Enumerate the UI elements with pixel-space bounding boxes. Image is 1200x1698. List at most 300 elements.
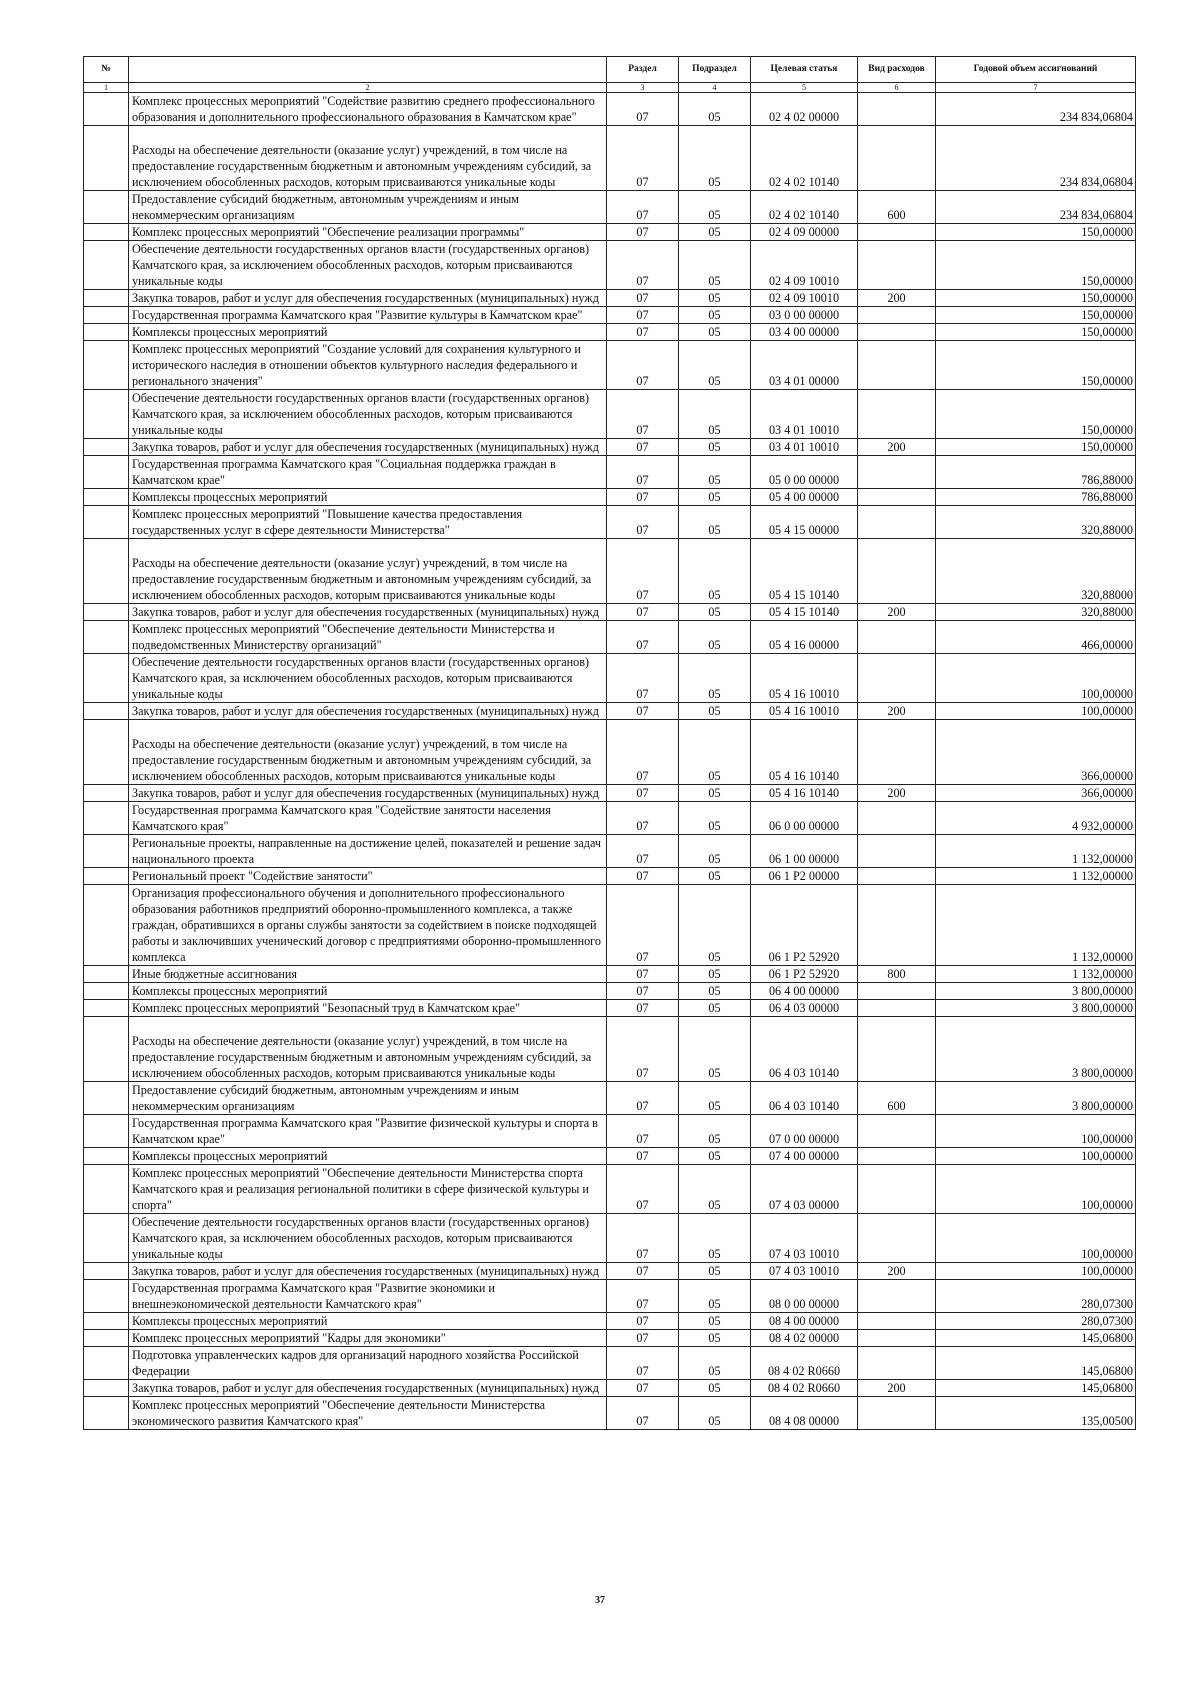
row-amount-cell: 100,00000 xyxy=(936,703,1136,720)
row-name-cell: Комплекс процессных мероприятий "Содействие развитию среднего профессионального образования и дополнительного профессионального образования в Камчатском крае" xyxy=(129,93,607,126)
row-target-article-cell: 07 4 00 00000 xyxy=(751,1148,858,1165)
row-subsection-cell: 05 xyxy=(679,966,751,983)
row-amount-cell: 3 800,00000 xyxy=(936,983,1136,1000)
row-subsection-cell: 05 xyxy=(679,1280,751,1313)
row-subsection-cell: 05 xyxy=(679,604,751,621)
row-name-cell: Государственная программа Камчатского края "Развитие экономики и внешнеэкономической деятельности Камчатского края" xyxy=(129,1280,607,1313)
row-number-cell xyxy=(84,1280,129,1313)
table-row xyxy=(84,720,1136,785)
row-target-article-cell: 06 1 P2 52920 xyxy=(751,885,858,966)
row-expense-kind-cell xyxy=(858,621,936,654)
row-name-cell: Расходы на обеспечение деятельности (оказание услуг) учреждений, в том числе на предоставление государственным бюджетным и автономным учреждениям субсидий, за исключением обособленных расходов, которым присваиваются уникальные коды xyxy=(129,539,607,604)
row-amount-cell: 466,00000 xyxy=(936,621,1136,654)
row-section-cell: 07 xyxy=(607,241,679,290)
table-row xyxy=(84,885,1136,966)
row-section-cell: 07 xyxy=(607,703,679,720)
row-subsection-cell: 05 xyxy=(679,720,751,785)
row-section-cell: 07 xyxy=(607,604,679,621)
row-section-cell: 07 xyxy=(607,390,679,439)
row-target-article-cell: 03 4 01 10010 xyxy=(751,439,858,456)
table-row xyxy=(84,191,1136,224)
row-target-article-cell: 03 4 00 00000 xyxy=(751,324,858,341)
row-name-cell: Комплекс процессных мероприятий "Создание условий для сохранения культурного и исторического наследия в отношении объектов культурного наследия федерального и регионального значения" xyxy=(129,341,607,390)
row-section-cell: 07 xyxy=(607,885,679,966)
row-expense-kind-cell xyxy=(858,802,936,835)
row-amount-cell: 1 132,00000 xyxy=(936,966,1136,983)
row-name-cell: Иные бюджетные ассигнования xyxy=(129,966,607,983)
row-section-cell: 07 xyxy=(607,868,679,885)
row-number-cell xyxy=(84,1082,129,1115)
row-subsection-cell: 05 xyxy=(679,341,751,390)
row-expense-kind-cell: 600 xyxy=(858,1082,936,1115)
row-amount-cell: 320,88000 xyxy=(936,506,1136,539)
header-name xyxy=(129,57,607,83)
row-amount-cell: 150,00000 xyxy=(936,390,1136,439)
row-subsection-cell: 05 xyxy=(679,1115,751,1148)
row-subsection-cell: 05 xyxy=(679,456,751,489)
row-amount-cell: 100,00000 xyxy=(936,1115,1136,1148)
row-name-cell: Организация профессионального обучения и дополнительного профессионального образования работников предприятий оборонно-промышленного комплекса, а также граждан, обратившихся в органы службы занятости за содействием в поиске подходящей работы и заключивших ученический договор с предприятиями оборонно-промышленного комплекса xyxy=(129,885,607,966)
row-subsection-cell: 05 xyxy=(679,1397,751,1430)
row-expense-kind-cell: 200 xyxy=(858,439,936,456)
row-number-cell xyxy=(84,802,129,835)
row-name-cell: Обеспечение деятельности государственных органов власти (государственных органов) Камчатского края, за исключением обособленных расходов, которым присваиваются уникальные коды xyxy=(129,241,607,290)
row-amount-cell: 135,00500 xyxy=(936,1397,1136,1430)
row-name-cell: Предоставление субсидий бюджетным, автономным учреждениям и иным некоммерческим организациям xyxy=(129,1082,607,1115)
table-row xyxy=(84,621,1136,654)
row-name-cell: Комплекс процессных мероприятий "Обеспечение деятельности Министерства экономического развития Камчатского края" xyxy=(129,1397,607,1430)
row-subsection-cell: 05 xyxy=(679,1082,751,1115)
table-row xyxy=(84,126,1136,191)
header-expense-kind: Вид расходов xyxy=(858,57,936,83)
row-amount-cell: 150,00000 xyxy=(936,307,1136,324)
row-name-cell: Расходы на обеспечение деятельности (оказание услуг) учреждений, в том числе на предоставление государственным бюджетным и автономным учреждениям субсидий, за исключением обособленных расходов, которым присваиваются уникальные коды xyxy=(129,126,607,191)
row-expense-kind-cell xyxy=(858,1165,936,1214)
row-expense-kind-cell xyxy=(858,1148,936,1165)
table-row xyxy=(84,241,1136,290)
table-row xyxy=(84,983,1136,1000)
column-number: 1 xyxy=(84,83,129,93)
row-expense-kind-cell xyxy=(858,1397,936,1430)
table-row xyxy=(84,835,1136,868)
row-section-cell: 07 xyxy=(607,439,679,456)
row-name-cell: Комплекс процессных мероприятий "Кадры для экономики" xyxy=(129,1330,607,1347)
row-number-cell xyxy=(84,1397,129,1430)
row-name-cell: Комплекс процессных мероприятий "Обеспечение деятельности Министерства спорта Камчатского края и реализация региональной политики в сфере физической культуры и спорта" xyxy=(129,1165,607,1214)
row-section-cell: 07 xyxy=(607,1263,679,1280)
row-target-article-cell: 08 4 00 00000 xyxy=(751,1313,858,1330)
row-amount-cell: 145,06800 xyxy=(936,1330,1136,1347)
row-section-cell: 07 xyxy=(607,324,679,341)
row-number-cell xyxy=(84,868,129,885)
table-row xyxy=(84,1214,1136,1263)
row-name-cell: Комплекс процессных мероприятий "Обеспечение деятельности Министерства и подведомственных Министерству организаций" xyxy=(129,621,607,654)
row-amount-cell: 280,07300 xyxy=(936,1280,1136,1313)
row-expense-kind-cell xyxy=(858,489,936,506)
row-section-cell: 07 xyxy=(607,1330,679,1347)
row-target-article-cell: 06 4 03 00000 xyxy=(751,1000,858,1017)
table-row xyxy=(84,307,1136,324)
page-number: 37 xyxy=(595,1595,605,1606)
row-number-cell xyxy=(84,720,129,785)
row-expense-kind-cell xyxy=(858,835,936,868)
row-amount-cell: 786,88000 xyxy=(936,489,1136,506)
row-name-cell: Комплекс процессных мероприятий "Обеспечение реализации программы" xyxy=(129,224,607,241)
row-section-cell: 07 xyxy=(607,224,679,241)
row-name-cell: Государственная программа Камчатского края "Развитие физической культуры и спорта в Камчатском крае" xyxy=(129,1115,607,1148)
row-target-article-cell: 05 4 00 00000 xyxy=(751,489,858,506)
row-expense-kind-cell xyxy=(858,126,936,191)
table-row xyxy=(84,654,1136,703)
table-body xyxy=(84,93,1136,1430)
row-amount-cell: 4 932,00000 xyxy=(936,802,1136,835)
column-number: 4 xyxy=(679,83,751,93)
row-target-article-cell: 02 4 09 00000 xyxy=(751,224,858,241)
row-target-article-cell: 08 4 02 R0660 xyxy=(751,1347,858,1380)
row-expense-kind-cell: 600 xyxy=(858,191,936,224)
row-target-article-cell: 08 4 08 00000 xyxy=(751,1397,858,1430)
row-subsection-cell: 05 xyxy=(679,439,751,456)
row-target-article-cell: 06 1 P2 52920 xyxy=(751,966,858,983)
row-name-cell: Государственная программа Камчатского края "Развитие культуры в Камчатском крае" xyxy=(129,307,607,324)
row-target-article-cell: 06 1 00 00000 xyxy=(751,835,858,868)
row-expense-kind-cell xyxy=(858,341,936,390)
row-expense-kind-cell: 200 xyxy=(858,1380,936,1397)
column-number: 3 xyxy=(607,83,679,93)
row-expense-kind-cell xyxy=(858,720,936,785)
row-section-cell: 07 xyxy=(607,1165,679,1214)
row-section-cell: 07 xyxy=(607,456,679,489)
table-row xyxy=(84,341,1136,390)
row-amount-cell: 3 800,00000 xyxy=(936,1000,1136,1017)
row-section-cell: 07 xyxy=(607,1347,679,1380)
row-expense-kind-cell xyxy=(858,1280,936,1313)
row-name-cell: Региональные проекты, направленные на достижение целей, показателей и решение задач национального проекта xyxy=(129,835,607,868)
row-section-cell: 07 xyxy=(607,191,679,224)
row-target-article-cell: 06 4 00 00000 xyxy=(751,983,858,1000)
row-section-cell: 07 xyxy=(607,307,679,324)
row-section-cell: 07 xyxy=(607,489,679,506)
row-subsection-cell: 05 xyxy=(679,307,751,324)
row-amount-cell: 366,00000 xyxy=(936,720,1136,785)
row-target-article-cell: 07 4 03 00000 xyxy=(751,1165,858,1214)
row-target-article-cell: 05 4 16 10010 xyxy=(751,703,858,720)
row-number-cell xyxy=(84,835,129,868)
table-row xyxy=(84,785,1136,802)
row-name-cell: Закупка товаров, работ и услуг для обеспечения государственных (муниципальных) нужд xyxy=(129,785,607,802)
row-expense-kind-cell: 200 xyxy=(858,1263,936,1280)
header-number: № xyxy=(84,57,129,83)
row-subsection-cell: 05 xyxy=(679,1347,751,1380)
header-target-article: Целевая статья xyxy=(751,57,858,83)
row-number-cell xyxy=(84,885,129,966)
row-subsection-cell: 05 xyxy=(679,1380,751,1397)
row-name-cell: Закупка товаров, работ и услуг для обеспечения государственных (муниципальных) нужд xyxy=(129,1380,607,1397)
column-number: 5 xyxy=(751,83,858,93)
row-section-cell: 07 xyxy=(607,539,679,604)
row-amount-cell: 1 132,00000 xyxy=(936,868,1136,885)
row-amount-cell: 100,00000 xyxy=(936,1165,1136,1214)
row-subsection-cell: 05 xyxy=(679,506,751,539)
row-amount-cell: 150,00000 xyxy=(936,341,1136,390)
table-row xyxy=(84,506,1136,539)
table-row xyxy=(84,1263,1136,1280)
row-expense-kind-cell xyxy=(858,324,936,341)
row-subsection-cell: 05 xyxy=(679,126,751,191)
row-expense-kind-cell xyxy=(858,506,936,539)
row-number-cell xyxy=(84,1313,129,1330)
row-amount-cell: 234 834,06804 xyxy=(936,126,1136,191)
row-expense-kind-cell: 200 xyxy=(858,604,936,621)
row-name-cell: Обеспечение деятельности государственных органов власти (государственных органов) Камчатского края, за исключением обособленных расходов, которым присваиваются уникальные коды xyxy=(129,1214,607,1263)
row-subsection-cell: 05 xyxy=(679,290,751,307)
row-name-cell: Предоставление субсидий бюджетным, автономным учреждениям и иным некоммерческим организациям xyxy=(129,191,607,224)
row-number-cell xyxy=(84,785,129,802)
row-subsection-cell: 05 xyxy=(679,191,751,224)
row-expense-kind-cell xyxy=(858,93,936,126)
row-amount-cell: 366,00000 xyxy=(936,785,1136,802)
row-subsection-cell: 05 xyxy=(679,390,751,439)
row-target-article-cell: 05 4 16 00000 xyxy=(751,621,858,654)
row-subsection-cell: 05 xyxy=(679,1148,751,1165)
row-name-cell: Расходы на обеспечение деятельности (оказание услуг) учреждений, в том числе на предоставление государственным бюджетным и автономным учреждениям субсидий, за исключением обособленных расходов, которым присваиваются уникальные коды xyxy=(129,1017,607,1082)
row-section-cell: 07 xyxy=(607,983,679,1000)
row-name-cell: Комплекс процессных мероприятий "Повышение качества предоставления государственных услуг в сфере деятельности Министерства" xyxy=(129,506,607,539)
column-number-row xyxy=(84,83,1136,93)
row-expense-kind-cell xyxy=(858,1347,936,1380)
row-target-article-cell: 07 4 03 10010 xyxy=(751,1214,858,1263)
row-expense-kind-cell: 200 xyxy=(858,290,936,307)
row-amount-cell: 150,00000 xyxy=(936,290,1136,307)
row-number-cell xyxy=(84,241,129,290)
row-target-article-cell: 02 4 02 10140 xyxy=(751,191,858,224)
row-subsection-cell: 05 xyxy=(679,802,751,835)
row-number-cell xyxy=(84,1148,129,1165)
row-amount-cell: 320,88000 xyxy=(936,539,1136,604)
row-number-cell xyxy=(84,307,129,324)
row-amount-cell: 3 800,00000 xyxy=(936,1017,1136,1082)
row-number-cell xyxy=(84,654,129,703)
row-section-cell: 07 xyxy=(607,1082,679,1115)
row-number-cell xyxy=(84,1000,129,1017)
row-target-article-cell: 02 4 09 10010 xyxy=(751,241,858,290)
row-name-cell: Государственная программа Камчатского края "Содействие занятости населения Камчатского края" xyxy=(129,802,607,835)
row-name-cell: Обеспечение деятельности государственных органов власти (государственных органов) Камчатского края, за исключением обособленных расходов, которым присваиваются уникальные коды xyxy=(129,654,607,703)
row-number-cell xyxy=(84,324,129,341)
row-subsection-cell: 05 xyxy=(679,621,751,654)
table-row xyxy=(84,1330,1136,1347)
column-number: 7 xyxy=(936,83,1136,93)
row-section-cell: 07 xyxy=(607,802,679,835)
row-amount-cell: 280,07300 xyxy=(936,1313,1136,1330)
row-subsection-cell: 05 xyxy=(679,1313,751,1330)
header-subsection: Подраздел xyxy=(679,57,751,83)
row-amount-cell: 100,00000 xyxy=(936,654,1136,703)
row-expense-kind-cell: 200 xyxy=(858,785,936,802)
row-expense-kind-cell xyxy=(858,539,936,604)
table-row xyxy=(84,224,1136,241)
row-subsection-cell: 05 xyxy=(679,489,751,506)
row-amount-cell: 786,88000 xyxy=(936,456,1136,489)
row-section-cell: 07 xyxy=(607,1000,679,1017)
table-row xyxy=(84,868,1136,885)
row-amount-cell: 3 800,00000 xyxy=(936,1082,1136,1115)
row-number-cell xyxy=(84,439,129,456)
row-target-article-cell: 06 0 00 00000 xyxy=(751,802,858,835)
budget-allocation-table xyxy=(83,56,1136,1430)
row-section-cell: 07 xyxy=(607,1380,679,1397)
row-number-cell xyxy=(84,1263,129,1280)
row-subsection-cell: 05 xyxy=(679,1017,751,1082)
row-number-cell xyxy=(84,1380,129,1397)
row-number-cell xyxy=(84,1330,129,1347)
row-target-article-cell: 03 4 01 00000 xyxy=(751,341,858,390)
row-section-cell: 07 xyxy=(607,126,679,191)
row-target-article-cell: 08 0 00 00000 xyxy=(751,1280,858,1313)
row-name-cell: Комплексы процессных мероприятий xyxy=(129,1313,607,1330)
row-amount-cell: 145,06800 xyxy=(936,1347,1136,1380)
table-row xyxy=(84,1347,1136,1380)
row-target-article-cell: 02 4 02 00000 xyxy=(751,93,858,126)
row-name-cell: Комплексы процессных мероприятий xyxy=(129,1148,607,1165)
row-name-cell: Закупка товаров, работ и услуг для обеспечения государственных (муниципальных) нужд xyxy=(129,290,607,307)
row-amount-cell: 145,06800 xyxy=(936,1380,1136,1397)
table-row xyxy=(84,1165,1136,1214)
row-subsection-cell: 05 xyxy=(679,885,751,966)
budget-table-sheet xyxy=(83,56,1135,1430)
row-section-cell: 07 xyxy=(607,506,679,539)
row-section-cell: 07 xyxy=(607,1148,679,1165)
row-number-cell xyxy=(84,290,129,307)
row-subsection-cell: 05 xyxy=(679,983,751,1000)
row-subsection-cell: 05 xyxy=(679,1330,751,1347)
row-subsection-cell: 05 xyxy=(679,224,751,241)
table-row xyxy=(84,1148,1136,1165)
row-section-cell: 07 xyxy=(607,1017,679,1082)
row-amount-cell: 150,00000 xyxy=(936,439,1136,456)
row-subsection-cell: 05 xyxy=(679,785,751,802)
row-target-article-cell: 05 4 15 10140 xyxy=(751,539,858,604)
row-name-cell: Государственная программа Камчатского края "Социальная поддержка граждан в Камчатском крае" xyxy=(129,456,607,489)
row-name-cell: Обеспечение деятельности государственных органов власти (государственных органов) Камчатского края, за исключением обособленных расходов, которым присваиваются уникальные коды xyxy=(129,390,607,439)
row-target-article-cell: 02 4 09 10010 xyxy=(751,290,858,307)
row-expense-kind-cell xyxy=(858,1017,936,1082)
row-number-cell xyxy=(84,1017,129,1082)
row-name-cell: Комплексы процессных мероприятий xyxy=(129,983,607,1000)
row-number-cell xyxy=(84,1347,129,1380)
row-section-cell: 07 xyxy=(607,966,679,983)
row-amount-cell: 100,00000 xyxy=(936,1263,1136,1280)
table-row xyxy=(84,1380,1136,1397)
row-target-article-cell: 05 0 00 00000 xyxy=(751,456,858,489)
table-header-row xyxy=(84,57,1136,83)
row-subsection-cell: 05 xyxy=(679,324,751,341)
row-name-cell: Закупка товаров, работ и услуг для обеспечения государственных (муниципальных) нужд xyxy=(129,604,607,621)
row-section-cell: 07 xyxy=(607,1214,679,1263)
row-amount-cell: 150,00000 xyxy=(936,241,1136,290)
row-amount-cell: 1 132,00000 xyxy=(936,835,1136,868)
row-target-article-cell: 07 4 03 10010 xyxy=(751,1263,858,1280)
row-subsection-cell: 05 xyxy=(679,703,751,720)
row-subsection-cell: 05 xyxy=(679,654,751,703)
row-section-cell: 07 xyxy=(607,785,679,802)
column-number: 6 xyxy=(858,83,936,93)
row-expense-kind-cell xyxy=(858,390,936,439)
row-target-article-cell: 08 4 02 00000 xyxy=(751,1330,858,1347)
table-row xyxy=(84,1082,1136,1115)
row-target-article-cell: 06 4 03 10140 xyxy=(751,1082,858,1115)
table-row xyxy=(84,456,1136,489)
table-row xyxy=(84,1280,1136,1313)
row-expense-kind-cell xyxy=(858,1214,936,1263)
row-name-cell: Закупка товаров, работ и услуг для обеспечения государственных (муниципальных) нужд xyxy=(129,439,607,456)
row-section-cell: 07 xyxy=(607,654,679,703)
table-row xyxy=(84,1115,1136,1148)
row-number-cell xyxy=(84,1165,129,1214)
table-row xyxy=(84,1313,1136,1330)
table-row xyxy=(84,604,1136,621)
row-name-cell: Закупка товаров, работ и услуг для обеспечения государственных (муниципальных) нужд xyxy=(129,1263,607,1280)
row-amount-cell: 234 834,06804 xyxy=(936,93,1136,126)
row-subsection-cell: 05 xyxy=(679,1263,751,1280)
table-row xyxy=(84,1397,1136,1430)
row-name-cell: Региональный проект "Содействие занятости" xyxy=(129,868,607,885)
row-target-article-cell: 07 0 00 00000 xyxy=(751,1115,858,1148)
table-row xyxy=(84,290,1136,307)
row-number-cell xyxy=(84,1214,129,1263)
table-row xyxy=(84,324,1136,341)
row-amount-cell: 100,00000 xyxy=(936,1148,1136,1165)
row-name-cell: Комплекс процессных мероприятий "Безопасный труд в Камчатском крае" xyxy=(129,1000,607,1017)
row-target-article-cell: 05 4 16 10140 xyxy=(751,720,858,785)
row-subsection-cell: 05 xyxy=(679,93,751,126)
row-target-article-cell: 03 4 01 10010 xyxy=(751,390,858,439)
row-expense-kind-cell xyxy=(858,307,936,324)
row-section-cell: 07 xyxy=(607,1280,679,1313)
row-number-cell xyxy=(84,1115,129,1148)
column-number: 2 xyxy=(129,83,607,93)
row-target-article-cell: 02 4 02 10140 xyxy=(751,126,858,191)
row-section-cell: 07 xyxy=(607,93,679,126)
row-amount-cell: 150,00000 xyxy=(936,324,1136,341)
row-number-cell xyxy=(84,390,129,439)
table-row xyxy=(84,703,1136,720)
row-number-cell xyxy=(84,224,129,241)
row-number-cell xyxy=(84,126,129,191)
row-number-cell xyxy=(84,703,129,720)
row-target-article-cell: 05 4 15 10140 xyxy=(751,604,858,621)
table-row xyxy=(84,802,1136,835)
table-row xyxy=(84,93,1136,126)
row-expense-kind-cell xyxy=(858,983,936,1000)
row-section-cell: 07 xyxy=(607,290,679,307)
row-target-article-cell: 06 4 03 10140 xyxy=(751,1017,858,1082)
row-expense-kind-cell xyxy=(858,654,936,703)
row-name-cell: Расходы на обеспечение деятельности (оказание услуг) учреждений, в том числе на предоставление государственным бюджетным и автономным учреждениям субсидий, за исключением обособленных расходов, которым присваиваются уникальные коды xyxy=(129,720,607,785)
row-section-cell: 07 xyxy=(607,1313,679,1330)
header-section: Раздел xyxy=(607,57,679,83)
row-subsection-cell: 05 xyxy=(679,1000,751,1017)
row-target-article-cell: 05 4 16 10010 xyxy=(751,654,858,703)
row-number-cell xyxy=(84,621,129,654)
row-expense-kind-cell xyxy=(858,885,936,966)
header-annual-amount: Годовой объем ассигнований xyxy=(936,57,1136,83)
row-name-cell: Подготовка управленческих кадров для организаций народного хозяйства Российской Федерации xyxy=(129,1347,607,1380)
row-number-cell xyxy=(84,539,129,604)
row-number-cell xyxy=(84,506,129,539)
row-amount-cell: 1 132,00000 xyxy=(936,885,1136,966)
row-expense-kind-cell: 800 xyxy=(858,966,936,983)
